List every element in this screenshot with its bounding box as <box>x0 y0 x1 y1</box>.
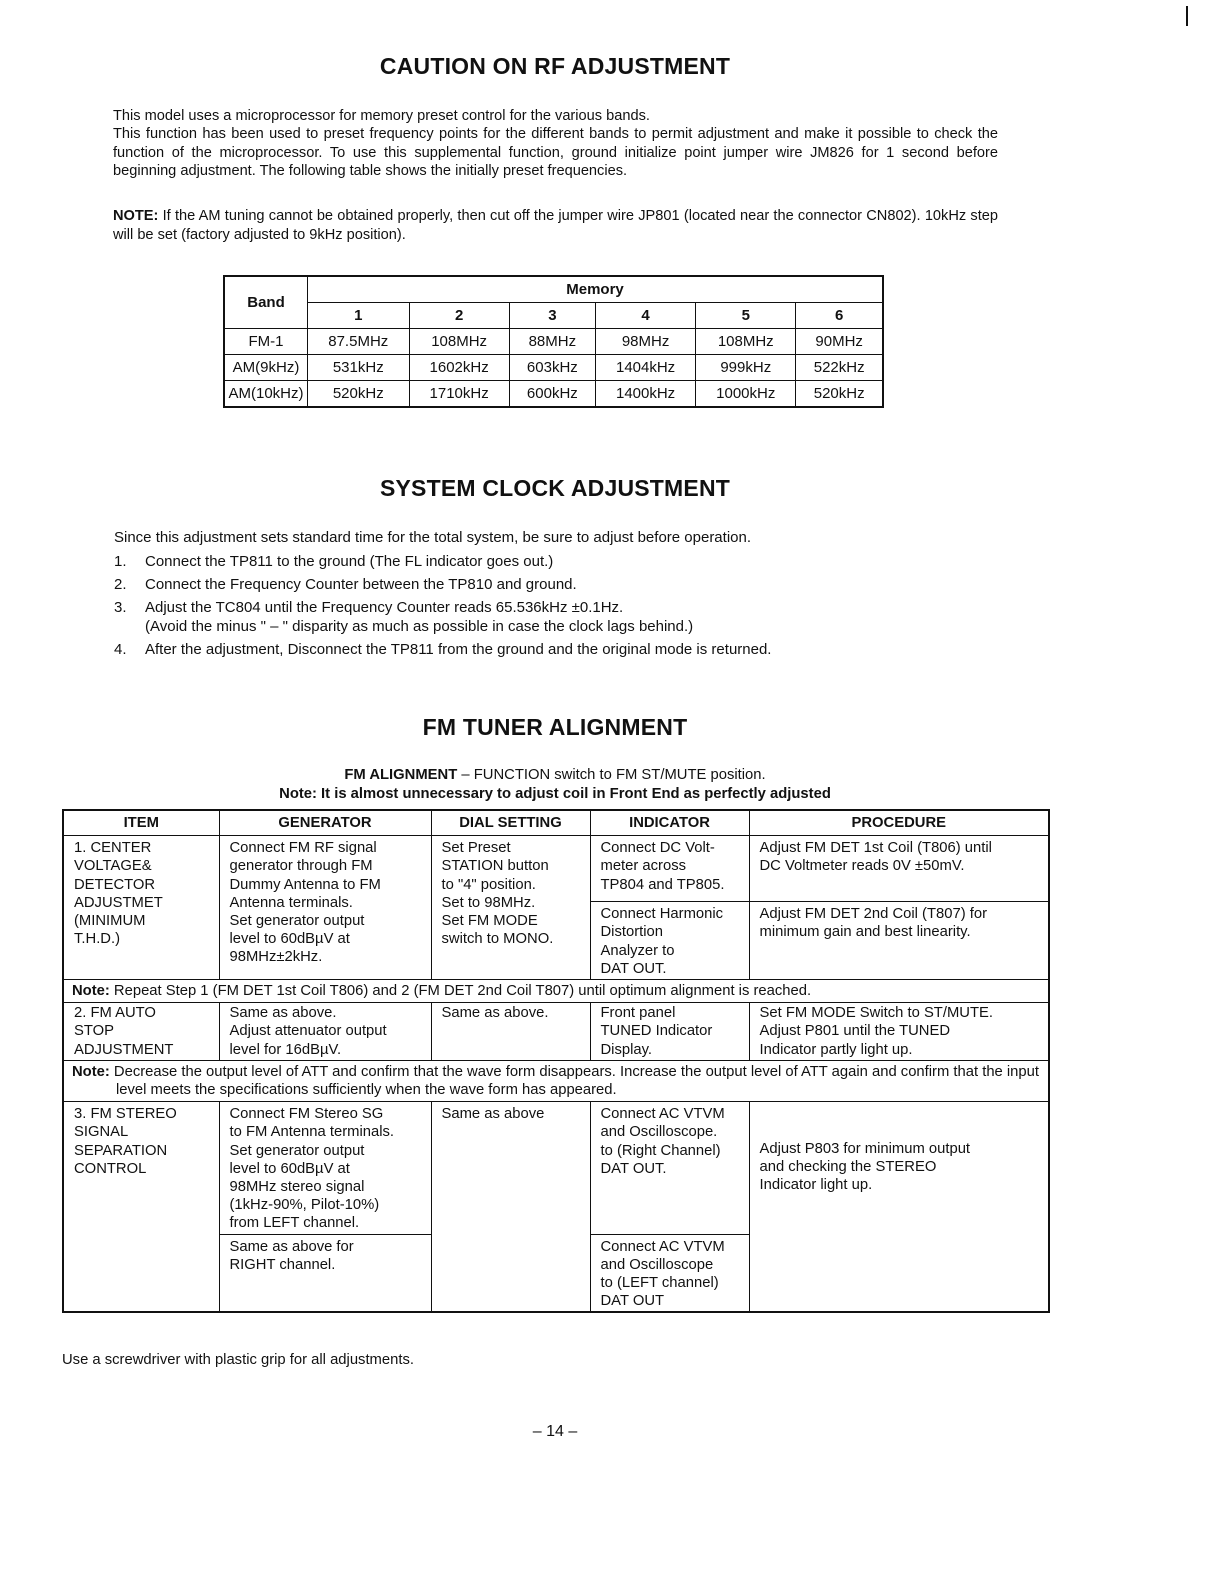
table-cell: 1602kHz <box>409 355 509 381</box>
clock-step-1 <box>114 552 553 571</box>
note-label: Note: <box>72 983 110 1000</box>
memory-col-2: 2 <box>409 303 509 329</box>
clock-title: SYSTEM CLOCK ADJUSTMENT <box>379 475 731 501</box>
memory-preset-table <box>223 275 884 408</box>
step-number: 4. <box>114 641 127 658</box>
clock-step-2 <box>114 575 577 594</box>
band-header: Band <box>224 276 308 329</box>
procedure-cell: Set FM MODE Switch to ST/MUTE. Adjust P801 until the TUNED Indicator partly light up. <box>749 1003 1049 1061</box>
col-procedure: PROCEDURE <box>749 810 1049 836</box>
clock-intro: Since this adjustment sets standard time for the total system, be sure to adjust before operation. <box>114 529 752 546</box>
table-cell: 531kHz <box>308 355 410 381</box>
table-cell: 1710kHz <box>409 381 509 408</box>
table-cell: 98MHz <box>596 329 696 355</box>
header-row <box>63 810 1049 836</box>
table-cell: 999kHz <box>696 355 796 381</box>
note-text: Repeat Step 1 (FM DET 1st Coil T806) and 2 (FM DET 2nd Coil T807) until optimum alignment is reached. <box>109 983 812 1000</box>
procedure-cell: Adjust P803 for minimum output and checking the STEREO Indicator light up. <box>749 1102 1049 1313</box>
fm-subtitle-text: – FUNCTION switch to FM ST/MUTE position. <box>457 767 766 783</box>
step-text: After the adjustment, Disconnect the TP811 from the ground and the original mode is returned. <box>145 641 772 658</box>
table-cell: 90MHz <box>796 329 883 355</box>
rf-note-text: If the AM tuning cannot be obtained properly, then cut off the jumper wire JP801 (located near the connector CN802). 10kHz step will be set (factory adjusted to 9kHz position). <box>113 208 998 243</box>
band-cell: AM(9kHz) <box>224 355 308 381</box>
col-item: ITEM <box>63 810 219 836</box>
fm-subtitle-label: FM ALIGNMENT <box>344 767 458 783</box>
indicator-cell: Connect Harmonic Distortion Analyzer to DAT OUT. <box>590 902 749 980</box>
generator-cell: Connect FM Stereo SG to FM Antenna terminals. Set generator output level to 60dBµV at 98MHz stereo signal (1kHz-90%, Pilot-10%) from LEFT channel. <box>219 1102 431 1234</box>
table-row <box>63 1003 1049 1061</box>
memory-col-5: 5 <box>696 303 796 329</box>
rf-paragraph-2: This function has been used to preset frequency points for the different bands to permit adjustment and make it possible to check the function of the microprocessor. To use this supplemental function, ground initialize point jumper wire JM826 for 1 second before beginning adjustment. The following table shows the initially preset frequencies. <box>113 126 998 179</box>
clock-step-3-note <box>114 617 693 636</box>
table-cell: 520kHz <box>308 381 410 408</box>
col-indicator: INDICATOR <box>590 810 749 836</box>
table-row <box>224 381 883 408</box>
step-text: (Avoid the minus " – " disparity as much as possible in case the clock lags behind.) <box>145 618 694 635</box>
memory-col-4: 4 <box>596 303 696 329</box>
rf-title: CAUTION ON RF ADJUSTMENT <box>379 53 731 79</box>
indicator-cell: Connect AC VTVM and Oscilloscope to (LEFT channel) DAT OUT <box>590 1234 749 1312</box>
indicator-cell: Front panel TUNED Indicator Display. <box>590 1003 749 1061</box>
band-cell: AM(10kHz) <box>224 381 308 408</box>
memory-col-6: 6 <box>796 303 883 329</box>
step-number: 3. <box>114 599 127 616</box>
table-cell: 87.5MHz <box>308 329 410 355</box>
step-text: Connect the TP811 to the ground (The FL indicator goes out.) <box>145 553 554 570</box>
note-row <box>63 1060 1049 1101</box>
generator-cell: Same as above. Adjust attenuator output level for 16dBµV. <box>219 1003 431 1061</box>
memory-col-1: 1 <box>308 303 410 329</box>
table-cell: 520kHz <box>796 381 883 408</box>
memory-col-3: 3 <box>509 303 595 329</box>
table-cell: 600kHz <box>509 381 595 408</box>
step-text: Adjust the TC804 until the Frequency Counter reads 65.536kHz ±0.1Hz. <box>145 599 624 616</box>
col-dial-setting: DIAL SETTING <box>431 810 590 836</box>
fm-alignment-table <box>62 809 1050 1313</box>
note-row <box>63 980 1049 1003</box>
dial-cell: Same as above <box>431 1102 590 1313</box>
item-cell: 1. CENTER VOLTAGE& DETECTOR ADJUSTMET (MINIMUM T.H.D.) <box>63 836 219 980</box>
indicator-cell: Connect DC Volt- meter across TP804 and TP805. <box>590 836 749 902</box>
generator-cell: Connect FM RF signal generator through FM Dummy Antenna to FM Antenna terminals. Set generator output level to 60dBµV at 98MHz±2kHz. <box>219 836 431 980</box>
fm-subtitle-2: Note: It is almost unnecessary to adjust coil in Front End as perfectly adjusted <box>279 786 831 802</box>
table-cell: 1400kHz <box>596 381 696 408</box>
memory-header: Memory <box>308 276 884 303</box>
rf-note <box>113 207 998 244</box>
fm-subtitle-1 <box>0 767 1110 783</box>
table-row <box>63 1102 1049 1234</box>
note-label: Note: <box>72 1063 110 1080</box>
clock-step-3 <box>114 598 623 617</box>
step-number: 1. <box>114 553 127 570</box>
note-cell <box>63 980 1049 1003</box>
generator-cell: Same as above for RIGHT channel. <box>219 1234 431 1312</box>
item-cell: 2. FM AUTO STOP ADJUSTMENT <box>63 1003 219 1061</box>
table-cell: 603kHz <box>509 355 595 381</box>
rf-paragraph-1: This model uses a microprocessor for memory preset control for the various bands. <box>113 108 650 124</box>
table-row <box>224 355 883 381</box>
table-cell: 108MHz <box>409 329 509 355</box>
item-cell: 3. FM STEREO SIGNAL SEPARATION CONTROL <box>63 1102 219 1313</box>
note-text: Decrease the output level of ATT and confirm that the wave form disappears. Increase the output level of ATT again and confirm that the input level meets the specifications sufficiently when the wave form has appeared. <box>109 1063 1039 1099</box>
col-generator: GENERATOR <box>219 810 431 836</box>
table-cell: 108MHz <box>696 329 796 355</box>
table-cell: 1000kHz <box>696 381 796 408</box>
table-cell: 522kHz <box>796 355 883 381</box>
note-cell <box>63 1060 1049 1101</box>
fm-title: FM TUNER ALIGNMENT <box>422 714 688 740</box>
margin-mark <box>1186 6 1188 26</box>
table-row <box>224 329 883 355</box>
rf-note-label: NOTE: <box>113 208 159 224</box>
table-row <box>63 836 1049 902</box>
indicator-cell: Connect AC VTVM and Oscilloscope. to (Right Channel) DAT OUT. <box>590 1102 749 1234</box>
table-cell: 88MHz <box>509 329 595 355</box>
footer-note: Use a screwdriver with plastic grip for all adjustments. <box>62 1352 414 1368</box>
procedure-cell: Adjust FM DET 2nd Coil (T807) for minimum gain and best linearity. <box>749 902 1049 980</box>
dial-cell: Same as above. <box>431 1003 590 1061</box>
dial-cell: Set Preset STATION button to "4" position. Set to 98MHz. Set FM MODE switch to MONO. <box>431 836 590 980</box>
step-number: 2. <box>114 576 127 593</box>
table-cell: 1404kHz <box>596 355 696 381</box>
page-number: – 14 – <box>532 1423 578 1440</box>
band-cell: FM-1 <box>224 329 308 355</box>
procedure-cell: Adjust FM DET 1st Coil (T806) until DC Voltmeter reads 0V ±50mV. <box>749 836 1049 902</box>
step-text: Connect the Frequency Counter between the TP810 and ground. <box>145 576 577 593</box>
clock-step-4 <box>114 640 771 659</box>
